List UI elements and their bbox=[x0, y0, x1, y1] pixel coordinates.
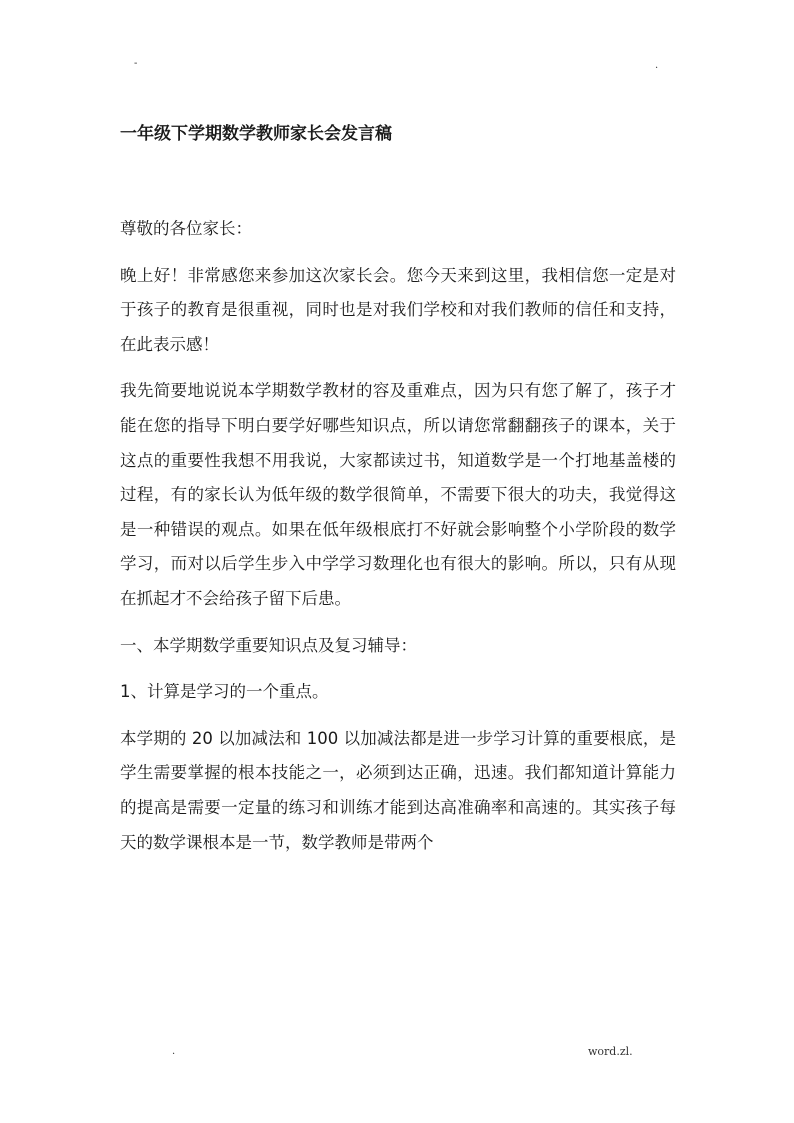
paragraph-introduction: 我先简要地说说本学期数学教材的容及重难点，因为只有您了解了，孩子才能在您的指导下明白要学好哪些知识点，所以请您常翻翻孩子的课本，关于这点的重要性我想不用我说，大家都读过书，知道数学是一个打地基盖楼的过程，有的家长认为低年级的数学很简单，不需要下很大的功夫，我觉得这是一种错误的观点。如果在低年级根底打不好就会影响整个小学阶段的数学学习，而对以后学生步入中学学习数理化也有很大的影响。所以，只有从现在抓起才不会给孩子留下后患。 bbox=[120, 381, 676, 608]
document-title: 一年级下学期数学教师家长会发言稿 bbox=[120, 124, 392, 144]
section-heading: 一、本学期数学重要知识点及复习辅导： bbox=[120, 635, 417, 655]
subsection-heading: 1、计算是学习的一个重点。 bbox=[120, 682, 329, 702]
paragraph-greeting: 晚上好！非常感您来参加这次家长会。您今天来到这里，我相信您一定是对于孩子的教育是很重视，同时也是对我们学校和对我们教师的信任和支持，在此表示感！ bbox=[120, 265, 676, 354]
salutation: 尊敬的各位家长： bbox=[120, 219, 252, 238]
document-body bbox=[120, 212, 676, 872]
footer-left-mark: . bbox=[172, 1046, 176, 1057]
header-right-mark: . bbox=[655, 60, 659, 71]
footer-watermark-text: word.zl. bbox=[588, 1045, 633, 1058]
header-left-mark: - bbox=[134, 58, 138, 69]
paragraph-calculation: 本学期的 20 以加减法和 100 以加减法都是进一步学习计算的重要根底，是学生需要掌握的根本技能之一，必须到达正确，迅速。我们都知道计算能力的提高是需要一定量的练习和训练才能到达高准确率和高速的。其实孩子每天的数学课根本是一节，数学教师是带两个 bbox=[120, 728, 676, 852]
